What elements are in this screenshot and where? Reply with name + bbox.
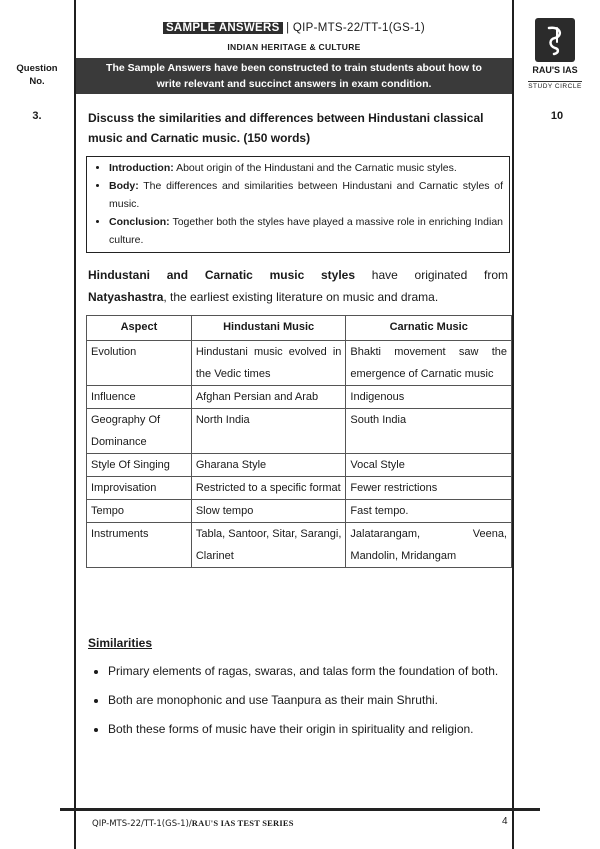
table-row [87,454,512,477]
table-cell: Bhakti movement saw the emergence of Carnatic music [346,341,512,386]
table-cell: Geography Of Dominance [87,409,192,454]
list-item: • Both are monophonic and use Taanpura as their main Shruthi. [108,689,508,712]
right-margin-rule [512,0,514,849]
left-margin-rule [74,0,76,849]
list-item: • Primary elements of ragas, swaras, and talas form the foundation of both. [108,660,508,683]
table-cell: Indigenous [346,386,512,409]
table-cell: Hindustani music evolved in the Vedic times [191,341,346,386]
page-number: 4 [502,816,508,827]
table-cell: Afghan Persian and Arab [191,386,346,409]
table-cell: Tabla, Santoor, Sitar, Sarangi, Clarinet [191,523,346,568]
table-cell: Improvisation [87,477,192,500]
table-cell: Fewer restrictions [346,477,512,500]
approach-item: • Introduction: About origin of the Hindustani and the Carnatic music styles. [109,159,503,177]
logo-subtitle: STUDY CIRCLE [528,83,582,90]
list-item: • Both these forms of music have their origin in spirituality and religion. [108,718,508,741]
table-cell: Evolution [87,341,192,386]
test-code: | QIP-MTS-22/TT-1(GS-1) [282,22,426,34]
table-row [87,386,512,409]
document-header [76,22,512,34]
table-row [87,477,512,500]
footer-divider [60,808,540,811]
table-header-row [87,316,512,341]
table-row [87,523,512,568]
table-row [87,500,512,523]
column-header: Hindustani Music [191,316,346,341]
column-header: Carnatic Music [346,316,512,341]
approach-item: • Body: The differences and similarities between Hindustani and Carnatic styles of music. [109,177,503,213]
table-cell: Jalatarangam, Veena, Mandolin, Mridangam [346,523,512,568]
table-cell: Influence [87,386,192,409]
question-number: 3. [32,110,42,122]
introduction-paragraph: Hindustani and Carnatic music styles have originated from Natyashastra, the earliest existing literature on music and drama. [88,268,508,304]
table-row [87,341,512,386]
table-cell: Vocal Style [346,454,512,477]
question-text: Discuss the similarities and differences between Hindustani classical music and Carnatic music. (150 words) [88,111,484,145]
table-cell: Slow tempo [191,500,346,523]
question-no-label: Question No. [16,63,58,87]
question-marks: 10 [550,110,564,122]
table-cell: Restricted to a specific format [191,477,346,500]
table-cell: Instruments [87,523,192,568]
similarities-heading: Similarities [88,636,153,650]
answer-approach-box [86,156,510,253]
subject-subtitle: INDIAN HERITAGE & CULTURE [227,42,361,52]
column-header: Aspect [87,316,192,341]
sample-answers-tag: SAMPLE ANSWERS [163,22,283,34]
footer-series: QIP-MTS-22/TT-1(GS-1)/RAU'S IAS TEST SERIES [92,818,294,829]
comparison-table [86,315,512,568]
logo-emblem-icon [535,18,575,62]
table-cell: North India [191,409,346,454]
table-cell: Gharana Style [191,454,346,477]
table-cell: Style Of Singing [87,454,192,477]
logo-name: RAU'S IAS [532,65,578,75]
approach-item: • Conclusion: Together both the styles have played a massive role in enriching Indian culture. [109,213,503,249]
table-cell: Fast tempo. [346,500,512,523]
similarities-list [88,660,508,747]
table-row [87,409,512,454]
instruction-banner: The Sample Answers have been constructed to train students about how to write relevant and succinct answers in exam condition. [76,58,512,94]
table-cell: Tempo [87,500,192,523]
table-cell: South India [346,409,512,454]
raus-ias-logo [520,18,590,98]
